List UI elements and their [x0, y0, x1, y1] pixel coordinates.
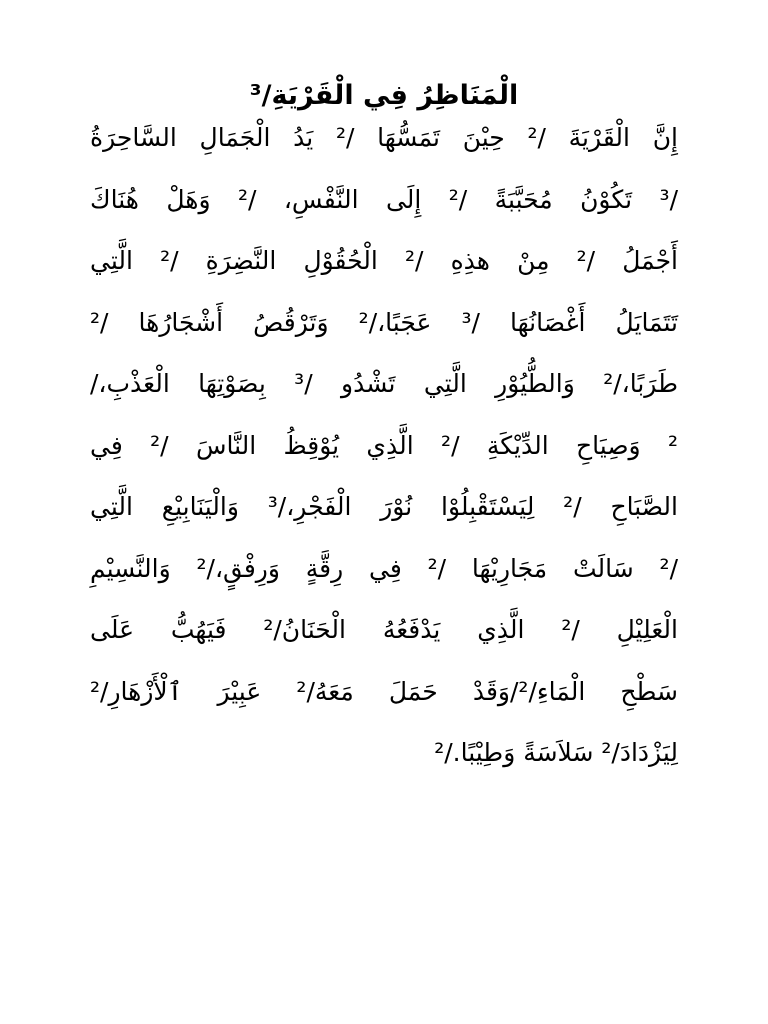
text-line-10: سَطْحِ الْمَاءِ/²/وَقَدْ حَمَلَ مَعَهُ/² عَبِيْرَ ٱلْأَزْهَارِ/² [90, 676, 679, 706]
document-body [90, 107, 678, 784]
text-line-9: الْعَلِيْلِ /² الَّذِي يَدْفَعُهُ الْحَنَانُ/² فَيَهُبُّ عَلَى [90, 615, 678, 644]
document-title: الْمَنَاظِرُ فِي الْقَرْيَةِ/³ [249, 80, 519, 111]
text-line-2: /³ تَكُوْنُ مُحَبَّبَةً /² إِلَى النَّفْسِ، /² وَهَلْ هُنَاكَ [90, 184, 678, 214]
text-line-7: الصَّبَاحِ /² لِيَسْتَقْبِلُوْا نُوْرَ الْفَجْرِ،/³ وَالْيَنَابِيْعِ الَّتِي [90, 492, 678, 521]
text-line-6: ² وَصِيَاحِ الدِّيْكَةِ /² الَّذِي يُوْقِظُ النَّاسَ /² فِي [90, 430, 678, 460]
text-line-5: طَرَبًا،/² وَالطُّيُوْرِ الَّتِي تَشْدُو /³ بِصَوْتِهَا الْعَذْبِ،/ [90, 369, 678, 398]
text-line-1: إِنَّ الْقَرْيَةَ /² حِيْنَ تَمَسُّهَا /² يَدُ الْجَمَالِ السَّاحِرَةُ [90, 123, 678, 152]
text-line-4: تَتَمَايَلُ أَغْصَانُهَا /³ عَجَبًا،/² وَتَرْقُصُ أَشْجَارُهَا /² [90, 307, 679, 337]
text-line-8: /² سَالَتْ مَجَارِيْهَا /² فِي رِقَّةٍ وَرِفْقٍ،/² وَالنَّسِيْمِ [90, 553, 678, 583]
text-line-3: أَجْمَلُ /² مِنْ هذِهِ /² الْحُقُوْلِ النَّضِرَةِ /² الَّتِي [90, 246, 678, 275]
text-line-11: لِيَزْدَادَ/² سَلاَسَةً وَطِيْبًا./² [434, 738, 678, 767]
